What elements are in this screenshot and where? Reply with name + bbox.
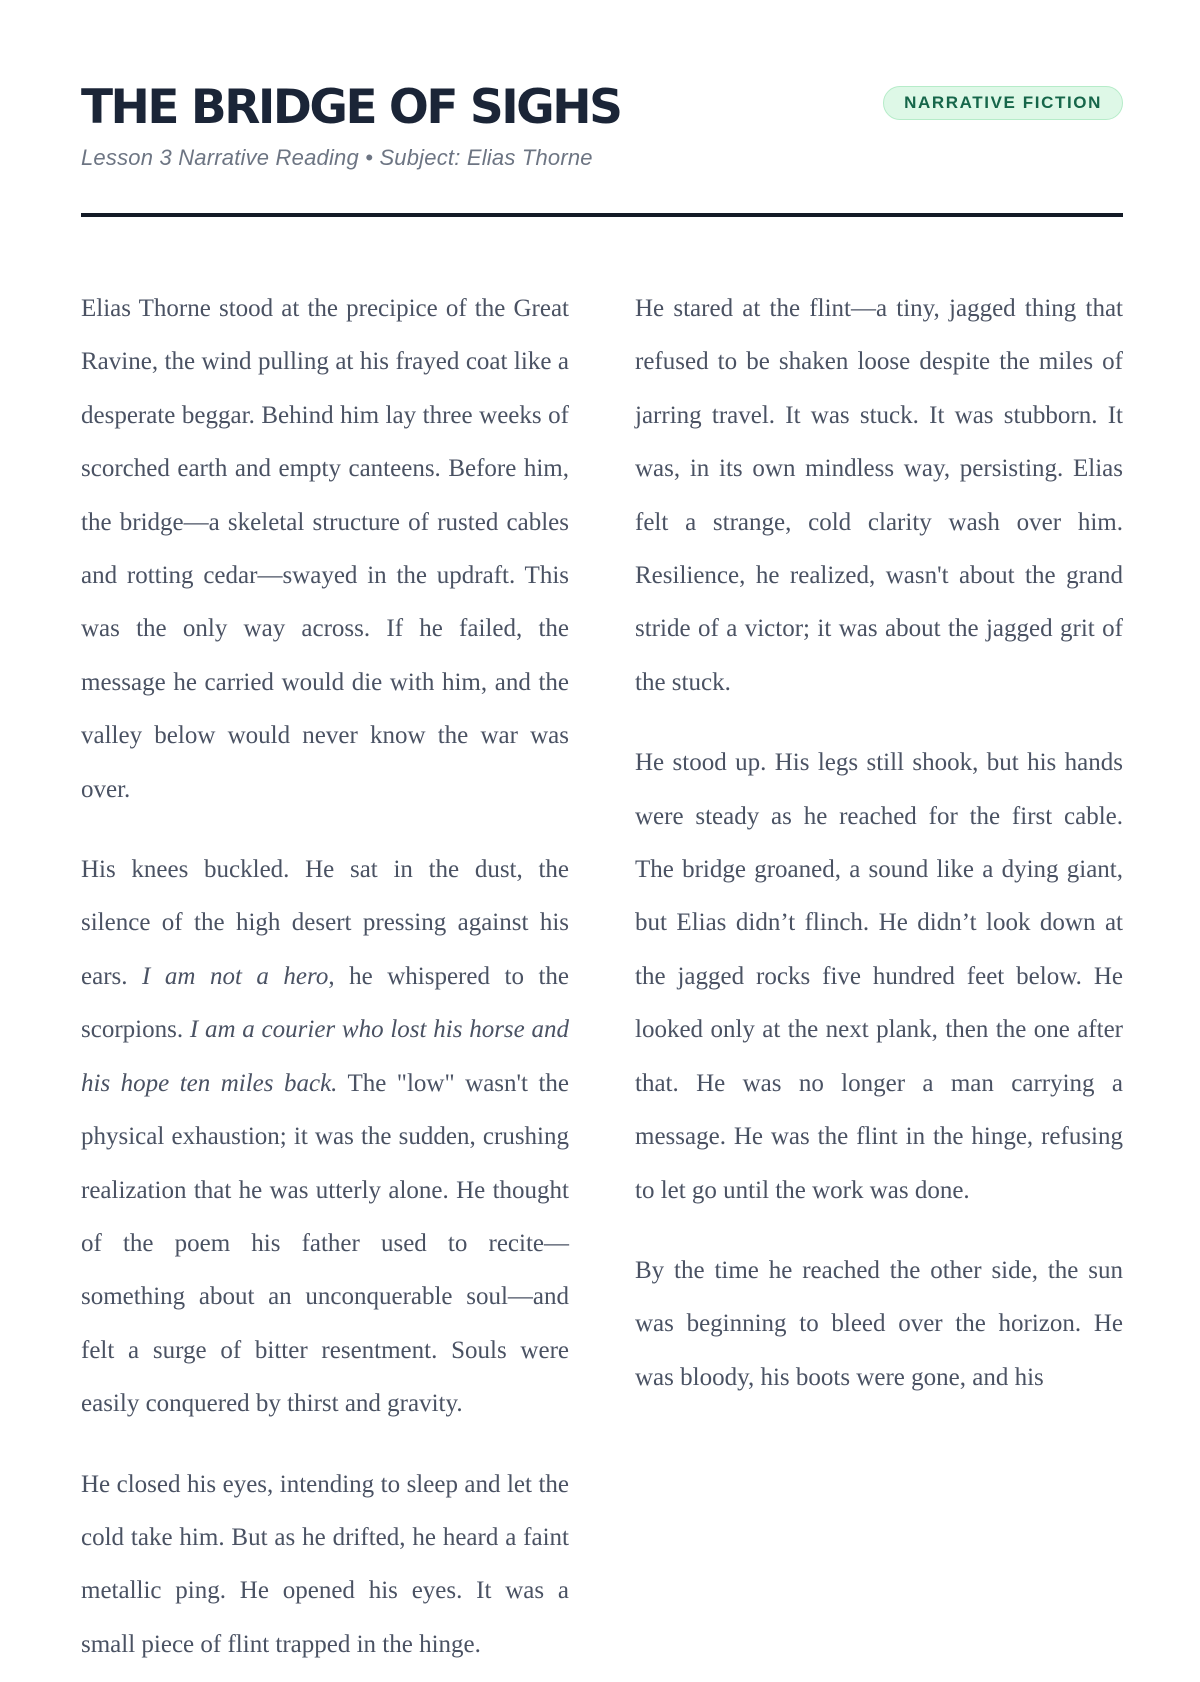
page-subtitle: Lesson 3 Narrative Reading • Subject: Elias Thorne [81,145,593,170]
story-paragraph-2-italic-hero: I am not a hero [142,962,329,990]
document-page [81,0,1123,1658]
story-paragraph-1: Elias Thorne stood at the precipice of the Great Ravine, the wind pulling at his frayed coat like a desperate beggar. Behind him lay three weeks of scorched earth and empty canteens. Before him, the bridge—a skeletal structure of rusted cables and rotting cedar—swayed in the updraft. This was the only way across. If he failed, the message he carried would die with him, and the valley below would never know the war was over. [81,295,569,803]
story-body [81,282,1123,1682]
genre-badge: NARRATIVE FICTION [883,86,1123,120]
story-paragraph-4: He stared at the flint—a tiny, jagged thing that refused to be shaken loose despite the miles of jarring travel. It was stuck. It was stubborn. It was, in its own mindless way, persisting. Elias felt a strange, cold clarity wash over him. Resilience, he realized, wasn't about the grand stride of a victor; it was about the jagged grit of the stuck. [635,295,1123,696]
page-title: THE BRIDGE OF SIGHS [81,80,621,135]
story-paragraph-2-text-e: The "low" wasn't the physical exhaustion; it was the sudden, crushing realization that he was utterly alone. He thought of the poem his father used to recite—something about an unconquerable soul—and felt a surge of bitter resentment. Souls were easily conquered by thirst and gravity. [81,1069,570,1418]
story-paragraph-5: He stood up. His legs still shook, but his hands were steady as he reached for the first cable. The bridge groaned, a sound like a dying giant, but Elias didn’t flinch. He didn’t look down at the jagged rocks five hundred feet below. He looked only at the next plank, then the one after that. He was no longer a man carrying a message. He was the flint in the hinge, refusing to let go until the work was done. [635,749,1123,1204]
story-paragraph-2-italic-courier: I am a courier who lost his horse and his hope ten miles back. [81,1016,570,1097]
story-paragraph-3: He closed his eyes, intending to sleep and let the cold take him. But as he drifted, he heard a faint metallic ping. He opened his eyes. It was a small piece of flint trapped in the hinge. [81,1470,569,1658]
document-header [81,0,1123,220]
story-paragraph-2 [81,843,569,1430]
story-paragraph-2-text-c: , he whispered to the scorpions. [81,962,570,1044]
story-paragraph-6: By the time he reached the other side, the sun was beginning to bleed over the horizon. He was bloody, his boots were gone, and his [635,1256,1123,1391]
header-divider [81,213,1123,217]
story-paragraph-2-text-a: His knees buckled. He sat in the dust, the silence of the high desert pressing against his ears. [81,856,569,990]
